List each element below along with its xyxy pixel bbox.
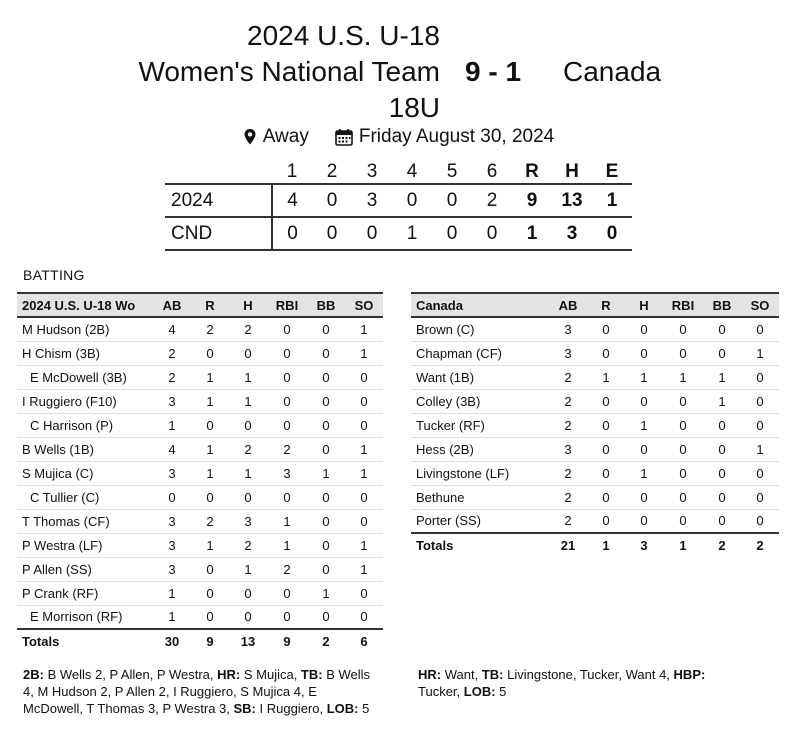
stat-cell: 0 [625,485,663,509]
column-header: SO [741,293,779,317]
stat-cell: 2 [153,365,191,389]
player-name: C Harrison (P) [17,413,153,437]
stat-cell: 1 [307,581,345,605]
stat-cell: 0 [625,389,663,413]
stat-cell: 0 [307,437,345,461]
batting-section-title: BATTING [23,267,85,283]
table-row [17,461,383,485]
stat-cell: 2 [549,485,587,509]
stat-cell: 0 [191,605,229,629]
inning-score: 0 [312,184,352,217]
table-row [411,509,779,533]
column-header: SO [345,293,383,317]
stat-cell: 0 [741,509,779,533]
stat-cell: 1 [191,389,229,413]
stat-cell: 0 [267,485,307,509]
stat-cell: 0 [229,413,267,437]
stat-cell: 0 [307,365,345,389]
stat-cell: 1 [587,365,625,389]
inning-score: 0 [432,217,472,250]
note-label: HR: [418,667,442,682]
total-stat-cell: 1 [663,533,703,557]
stat-cell: 0 [307,485,345,509]
stat-cell: 0 [625,509,663,533]
note-text: Tucker, [418,667,709,699]
stat-cell: 1 [229,461,267,485]
stat-cell: 0 [229,581,267,605]
total-stat-cell: 3 [625,533,663,557]
player-name: P Westra (LF) [17,533,153,557]
note-label: LOB: [463,684,496,699]
column-header: BB [307,293,345,317]
stat-cell: 0 [703,317,741,341]
linescore-table [165,160,632,251]
stat-cell: 0 [663,437,703,461]
inning-score: 0 [312,217,352,250]
stat-cell: 3 [153,533,191,557]
stat-cell: 0 [307,557,345,581]
stat-cell: 0 [625,437,663,461]
stat-cell: 0 [267,581,307,605]
stat-cell: 0 [267,413,307,437]
player-name: Want (1B) [411,365,549,389]
total-stat-cell: 13 [229,629,267,653]
stat-cell: 0 [703,437,741,461]
table-row [17,413,383,437]
stat-cell: 4 [153,317,191,341]
stat-cell: 1 [191,365,229,389]
linescore-team: CND [165,217,272,250]
player-name: M Hudson (2B) [17,317,153,341]
total-stat-cell: 2 [703,533,741,557]
stat-cell: 3 [153,461,191,485]
stat-cell: 2 [229,317,267,341]
inning-header: 4 [406,160,418,182]
stat-cell: 3 [153,509,191,533]
stat-cell: 1 [229,389,267,413]
stat-cell: 0 [663,485,703,509]
table-row [17,341,383,365]
column-header: 2024 U.S. U-18 Wo [17,293,153,317]
stat-cell: 0 [741,365,779,389]
stat-cell: 1 [345,533,383,557]
column-header: Canada [411,293,549,317]
stat-cell: 0 [307,509,345,533]
stat-cell: 0 [587,437,625,461]
note-text: Want, [441,667,482,682]
stat-cell: 3 [153,389,191,413]
stat-cell: 0 [191,341,229,365]
stat-cell: 1 [153,605,191,629]
table-row [411,413,779,437]
totals-label: Totals [411,533,549,557]
table-row [17,485,383,509]
stat-cell: 0 [587,341,625,365]
stat-cell: 1 [741,341,779,365]
away-team-name: Canada [563,56,662,87]
inning-score: 0 [352,217,392,250]
inning-header: 1 [286,160,298,182]
stat-cell: 0 [741,317,779,341]
stat-cell: 2 [229,533,267,557]
stat-cell: 0 [345,509,383,533]
stat-cell: 0 [229,485,267,509]
player-name: Bethune [411,485,549,509]
stat-cell: 2 [191,317,229,341]
stat-cell: 1 [345,557,383,581]
column-header: H [625,293,663,317]
player-name: T Thomas (CF) [17,509,153,533]
player-name: I Ruggiero (F10) [17,389,153,413]
stat-cell: 0 [741,485,779,509]
stat-cell: 1 [663,365,703,389]
stat-cell: 2 [267,437,307,461]
note-text: 5 [358,701,370,716]
column-header: RBI [267,293,307,317]
stat-cell: 0 [663,317,703,341]
stat-cell: 0 [153,485,191,509]
stat-cell: 3 [549,341,587,365]
stat-cell: 1 [625,413,663,437]
note-label: HBP: [673,667,706,682]
stat-cell: 0 [267,341,307,365]
stat-cell: 0 [307,341,345,365]
column-header: R [191,293,229,317]
stat-cell: 1 [703,365,741,389]
stat-cell: 4 [153,437,191,461]
note-text: 5 [495,684,507,699]
stat-cell: 0 [703,509,741,533]
game-location: Away [262,126,309,147]
stat-cell: 3 [267,461,307,485]
table-row [411,461,779,485]
stat-cell: 0 [703,461,741,485]
inning-score: 2 [472,184,512,217]
inning-score: 0 [392,184,432,217]
stat-cell: 1 [345,317,383,341]
home-team-line1: 2024 U.S. U-18 [247,20,440,51]
final-score: 9 - 1 [465,56,522,87]
stat-cell: 1 [267,509,307,533]
column-header: H [229,293,267,317]
totals-label: Totals [17,629,153,653]
stat-cell: 3 [229,509,267,533]
player-name: S Mujica (C) [17,461,153,485]
note-label: TB: [300,667,323,682]
inning-score: 0 [272,217,312,250]
stat-cell: 2 [153,341,191,365]
stat-cell: 3 [549,437,587,461]
home-batting-header [17,293,383,317]
stat-cell: 0 [345,605,383,629]
game-header [0,18,797,123]
inning-score: 0 [432,184,472,217]
stat-cell: 0 [345,389,383,413]
stat-cell: 0 [741,413,779,437]
stat-cell: 3 [549,317,587,341]
player-name: P Allen (SS) [17,557,153,581]
total-stat-cell: 6 [345,629,383,653]
total-runs: 1 [512,217,552,250]
table-row [411,389,779,413]
stat-cell: 0 [267,365,307,389]
stat-cell: 1 [345,437,383,461]
total-stat-cell: 21 [549,533,587,557]
away-batting-notes [418,666,748,700]
note-label: 2B: [23,667,44,682]
game-meta [0,126,797,148]
stat-cell: 1 [153,581,191,605]
linescore-header-row [165,160,632,184]
table-row [411,365,779,389]
player-name: Chapman (CF) [411,341,549,365]
away-batting-header [411,293,779,317]
stat-cell: 1 [191,461,229,485]
player-name: B Wells (1B) [17,437,153,461]
note-label: HR: [217,667,241,682]
stat-cell: 0 [663,341,703,365]
player-name: P Crank (RF) [17,581,153,605]
stat-cell: 0 [267,605,307,629]
stat-cell: 0 [625,341,663,365]
stat-cell: 0 [741,389,779,413]
total-stat-cell: 9 [191,629,229,653]
player-name: Tucker (RF) [411,413,549,437]
home-batting-notes [23,666,373,717]
note-text: I Ruggiero, [255,701,327,716]
stat-cell: 0 [229,341,267,365]
column-header: BB [703,293,741,317]
stat-cell: 1 [625,461,663,485]
stat-cell: 0 [267,317,307,341]
note-label: TB: [481,667,504,682]
stat-cell: 1 [703,389,741,413]
totals-row [411,533,779,557]
note-text: B Wells 4, M Hudson 2, P Allen 2, I Ruggiero, S Mujica 4, E McDowell, T Thomas 3, P Westra 3, [23,667,374,716]
stat-cell: 1 [229,557,267,581]
stat-cell: 1 [345,341,383,365]
note-label: SB: [233,701,256,716]
home-team-line2: Women's National Team [138,56,440,87]
total-stat-cell: 2 [307,629,345,653]
table-row [17,605,383,629]
table-row [17,509,383,533]
inning-header: 6 [486,160,498,182]
stat-cell: 0 [587,413,625,437]
inning-score: 1 [392,217,432,250]
table-row [17,581,383,605]
home-team-line3: 18U [388,92,440,123]
stat-cell: 0 [587,317,625,341]
note-text: S Mujica, [240,667,301,682]
stat-cell: 2 [549,413,587,437]
stat-cell: 2 [191,509,229,533]
stat-cell: 1 [153,413,191,437]
player-name: Livingstone (LF) [411,461,549,485]
stat-cell: 0 [267,389,307,413]
stat-cell: 0 [191,557,229,581]
stat-cell: 0 [703,413,741,437]
player-name: Hess (2B) [411,437,549,461]
note-text: B Wells 2, P Allen, P Westra, [43,667,218,682]
stat-cell: 0 [703,485,741,509]
away-batting-table [411,292,779,557]
stat-cell: 1 [229,365,267,389]
total-stat-cell: 30 [153,629,191,653]
stat-cell: 0 [703,341,741,365]
player-name: Porter (SS) [411,509,549,533]
stat-cell: 0 [663,389,703,413]
stat-cell: 0 [307,413,345,437]
calendar-icon [335,128,353,146]
column-header: RBI [663,293,703,317]
runs-header: R [525,160,539,182]
table-row [411,341,779,365]
table-row [411,437,779,461]
player-name: E McDowell (3B) [17,365,153,389]
total-stat-cell: 9 [267,629,307,653]
linescore-row-away [165,217,632,250]
stat-cell: 0 [345,365,383,389]
stat-cell: 0 [663,509,703,533]
stat-cell: 2 [267,557,307,581]
stat-cell: 2 [549,509,587,533]
stat-cell: 0 [307,389,345,413]
stat-cell: 1 [267,533,307,557]
inning-header: 5 [446,160,458,182]
stat-cell: 3 [153,557,191,581]
linescore-team: 2024 [165,184,272,217]
stat-cell: 0 [345,581,383,605]
total-errors: 1 [592,184,632,217]
column-header: R [587,293,625,317]
stat-cell: 0 [191,581,229,605]
stat-cell: 0 [345,485,383,509]
stat-cell: 1 [307,461,345,485]
map-pin-icon [243,128,257,146]
table-row [411,317,779,341]
home-team-name [120,18,440,126]
stat-cell: 0 [663,461,703,485]
home-batting-table [17,292,383,653]
player-name: Brown (C) [411,317,549,341]
table-row [17,365,383,389]
inning-score: 0 [472,217,512,250]
game-date: Friday August 30, 2024 [358,126,555,147]
stat-cell: 2 [549,365,587,389]
errors-header: E [605,160,619,182]
total-stat-cell: 2 [741,533,779,557]
total-runs: 9 [512,184,552,217]
table-row [17,437,383,461]
stat-cell: 0 [191,485,229,509]
inning-score: 3 [352,184,392,217]
table-row [411,485,779,509]
stat-cell: 0 [587,389,625,413]
stat-cell: 2 [549,389,587,413]
stat-cell: 1 [345,461,383,485]
stat-cell: 2 [549,461,587,485]
stat-cell: 0 [663,413,703,437]
stat-cell: 0 [191,413,229,437]
stat-cell: 2 [229,437,267,461]
player-name: Colley (3B) [411,389,549,413]
stat-cell: 1 [741,437,779,461]
stat-cell: 1 [191,437,229,461]
inning-header: 3 [366,160,378,182]
stat-cell: 1 [625,365,663,389]
linescore-row-home [165,184,632,217]
stat-cell: 0 [625,317,663,341]
table-row [17,389,383,413]
player-name: E Morrison (RF) [17,605,153,629]
total-hits: 3 [552,217,592,250]
stat-cell: 0 [345,413,383,437]
totals-row [17,629,383,653]
inning-header: 2 [326,160,338,182]
stat-cell: 0 [587,461,625,485]
total-stat-cell: 1 [587,533,625,557]
stat-cell: 0 [229,605,267,629]
column-header: AB [153,293,191,317]
table-row [17,533,383,557]
stat-cell: 0 [587,509,625,533]
total-hits: 13 [552,184,592,217]
player-name: C Tullier (C) [17,485,153,509]
table-row [17,317,383,341]
stat-cell: 0 [587,485,625,509]
stat-cell: 0 [307,605,345,629]
stat-cell: 0 [741,461,779,485]
note-label: LOB: [326,701,359,716]
hits-header: H [565,160,579,182]
stat-cell: 0 [307,317,345,341]
total-errors: 0 [592,217,632,250]
stat-cell: 1 [191,533,229,557]
note-text: Livingstone, Tucker, Want 4, [503,667,674,682]
table-row [17,557,383,581]
column-header: AB [549,293,587,317]
stat-cell: 0 [307,533,345,557]
inning-score: 4 [272,184,312,217]
player-name: H Chism (3B) [17,341,153,365]
